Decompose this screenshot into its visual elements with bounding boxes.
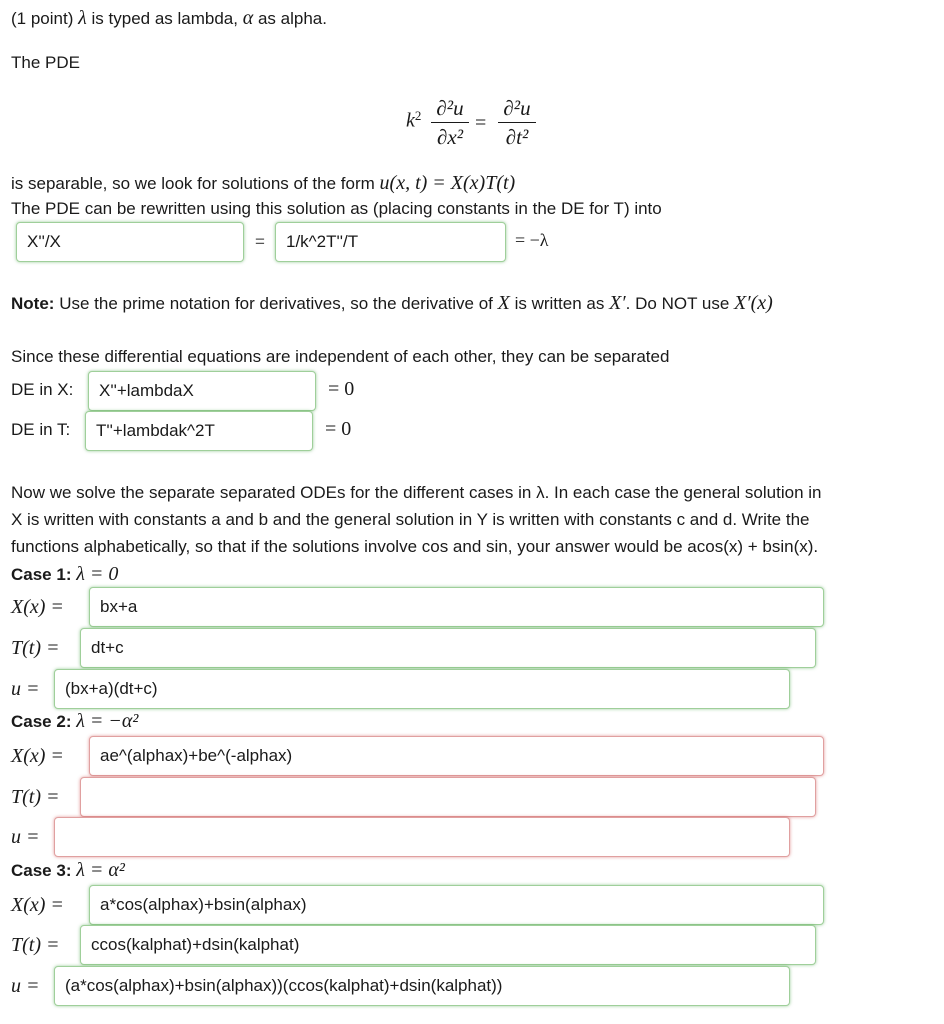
case-3-x-input[interactable]: a*cos(alphax)+bsin(alphax) [89, 885, 824, 925]
case-2-x-label: X(x) = [11, 745, 64, 767]
case-2-x-input[interactable]: ae^(alphax)+be^(-alphax) [89, 736, 824, 776]
de-x-label: DE in X: [11, 380, 74, 399]
separable-text: is separable, so we look for solutions of the form [11, 174, 375, 193]
instructions-line-3: functions alphabetically, so that if the solutions involve cos and sin, your answer would be acos(x) + bsin(x). [11, 537, 819, 556]
lambda-typed-text: is typed as lambda, [91, 9, 238, 28]
case-1-x-input[interactable]: bx+a [89, 587, 824, 627]
alpha-symbol: α [242, 7, 254, 29]
pde-lhs-denominator: ∂x² [437, 125, 463, 149]
case-1-t-input[interactable]: dt+c [80, 628, 816, 668]
instructions-line-2: X is written with constants a and b and the general solution in Y is written with constants c and d. Write the [11, 510, 810, 529]
case-3-u-label: u = [11, 975, 40, 997]
lambda-symbol: λ [78, 7, 87, 29]
points-label: (1 point) [11, 9, 74, 28]
case-1-u-label: u = [11, 678, 40, 700]
pde-equals: = [475, 112, 487, 134]
de-x-rhs: = 0 [328, 378, 355, 400]
case-1-heading: Case 1: λ = 0 [11, 563, 119, 585]
note-line: Note: Use the prime notation for derivatives, so the derivative of X is written as X′. Do NOT use X′(x) [11, 292, 773, 314]
case-1-x-label: X(x) = [11, 596, 64, 618]
separable-line [11, 172, 515, 195]
pde-rhs-fraction [498, 96, 536, 149]
neg-lambda-rhs: = −λ [515, 230, 549, 250]
pde-lhs-numerator: ∂²u [436, 96, 464, 120]
ratio-equals: = [255, 232, 265, 251]
case-2-u-label: u = [11, 826, 40, 848]
case-3-t-input[interactable]: ccos(kalphat)+dsin(kalphat) [80, 925, 816, 965]
case-3-x-label: X(x) = [11, 894, 64, 916]
problem-header [11, 7, 327, 30]
pde-rhs-denominator: ∂t² [505, 125, 529, 149]
pde-lhs-fraction [431, 96, 469, 149]
case-3-u-input[interactable]: (a*cos(alphax)+bsin(alphax))(ccos(kalphat)+dsin(kalphat)) [54, 966, 790, 1006]
x-ratio-input[interactable]: X''/X [16, 222, 244, 262]
de-x-input[interactable]: X''+lambdaX [88, 371, 316, 411]
case-2-t-label: T(t) = [11, 786, 60, 808]
rewrite-text: The PDE can be rewritten using this solution as (placing constants in the DE for T) into [11, 199, 662, 218]
case-1-u-input[interactable]: (bx+a)(dt+c) [54, 669, 790, 709]
pde-k-squared: $k^2$ [406, 108, 422, 132]
alpha-typed-text: as alpha. [257, 9, 327, 28]
t-ratio-input[interactable]: 1/k^2T''/T [275, 222, 506, 262]
case-2-u-input[interactable] [54, 817, 790, 857]
case-3-t-label: T(t) = [11, 934, 60, 956]
separation-text: Since these differential equations are independent of each other, they can be separated [11, 347, 670, 366]
pde-rhs-numerator: ∂²u [503, 96, 531, 120]
case-1-t-label: T(t) = [11, 637, 60, 659]
case-3-heading: Case 3: λ = α² [11, 859, 125, 881]
case-2-t-input[interactable] [80, 777, 816, 817]
de-t-input[interactable]: T''+lambdak^2T [85, 411, 313, 451]
note-label: Note: [11, 294, 55, 313]
de-t-label: DE in T: [11, 420, 71, 439]
instructions-line-1: Now we solve the separate separated ODEs for the different cases in λ. In each case the general solution in [11, 483, 822, 502]
case-2-heading: Case 2: λ = −α² [11, 710, 139, 732]
solution-form: u(x, t) = X(x)T(t) [379, 172, 516, 194]
de-t-rhs: = 0 [325, 418, 352, 440]
the-pde-label: The PDE [11, 53, 80, 72]
